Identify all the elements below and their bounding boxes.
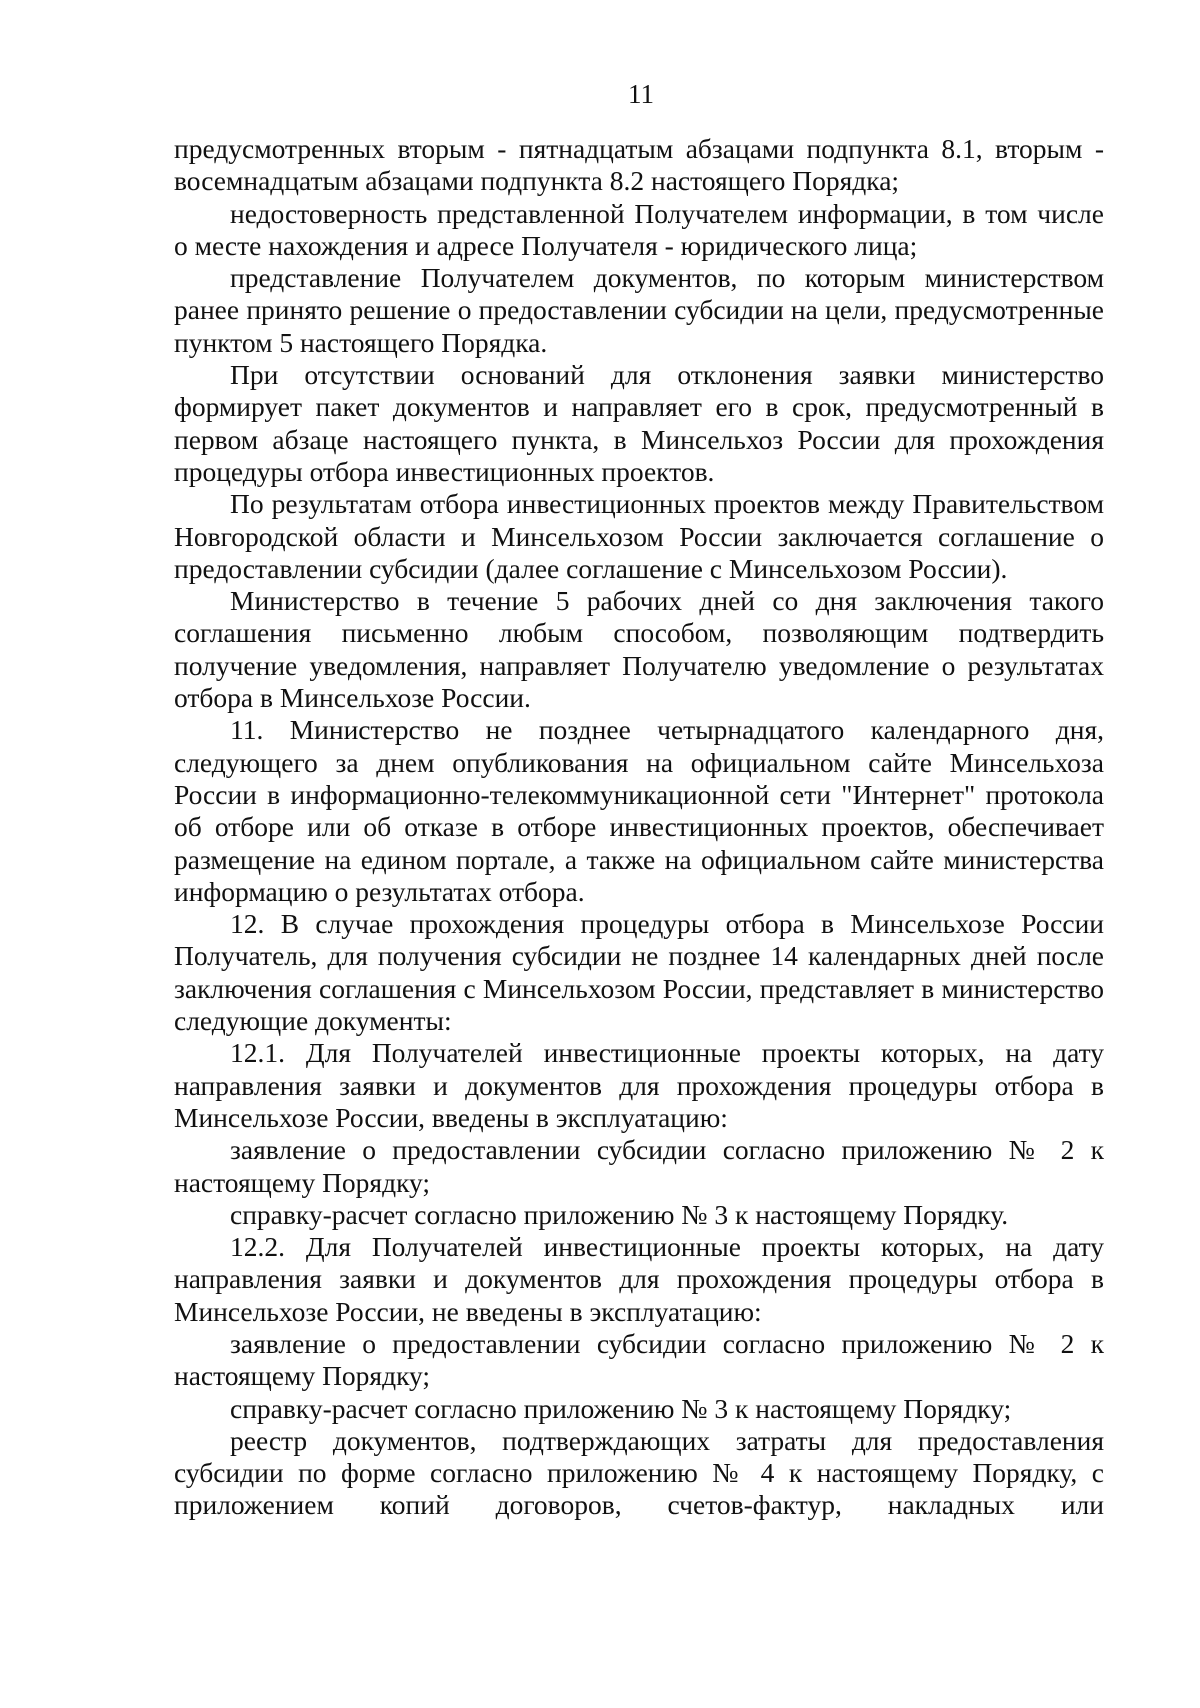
paragraph-application-2: заявление о предоставлении субсидии согласно приложению № 2 к настоящему Порядку; <box>174 1327 1104 1392</box>
paragraph-item-12-1: 12.1. Для Получателей инвестиционные проекты которых, на дату направления заявки и документов для прохождения процедуры отбора в Минсельхозе России, введены в эксплуатацию: <box>174 1037 1104 1133</box>
paragraph-item-12: 12. В случае прохождения процедуры отбора в Минсельхозе России Получатель, для получения субсидии не позднее 14 календарных дней после заключения соглашения с Минсельхозом России, представляет в министерство следующие документы: <box>174 908 1104 1037</box>
paragraph-calculation-2: справку-расчет согласно приложению № 3 к настоящему Порядку; <box>230 1392 1012 1424</box>
paragraph-item-12-2: 12.2. Для Получателей инвестиционные проекты которых, на дату направления заявки и документов для прохождения процедуры отбора в Минсельхозе России, не введены в эксплуатацию: <box>174 1231 1104 1327</box>
paragraph-continuation: предусмотренных вторым - пятнадцатым абзацами подпункта 8.1, вторым - восемнадцатым абзацами подпункта 8.2 настоящего Порядка; <box>174 133 1104 197</box>
paragraph-no-grounds: При отсутствии оснований для отклонения заявки министерство формирует пакет документов и направляет его в срок, предусмотренный в первом абзаце настоящего пункта, в Минсельхоз России для прохождения процедуры отбора инвестиционных проектов. <box>174 359 1104 487</box>
paragraph-item-11: 11. Министерство не позднее четырнадцатого календарного дня, следующего за днем опубликования на официальном сайте Минсельхоза России в информационно-телекоммуникационной сети "Интернет" протокола об отборе или об отказе в отборе инвестиционных проектов, обеспечивает размещение на едином портале, а также на официальном сайте министерства информацию о результатах отбора. <box>174 714 1104 907</box>
paragraph-calculation-1: справку-расчет согласно приложению № 3 к настоящему Порядку. <box>230 1198 1009 1230</box>
paragraph-application-1: заявление о предоставлении субсидии согласно приложению № 2 к настоящему Порядку; <box>174 1134 1104 1198</box>
paragraph-notification: Министерство в течение 5 рабочих дней со дня заключения такого соглашения письменно любым способом, позволяющим подтвердить получение уведомления, направляет Получателю уведомление о результатах отбора в Минсельхозе России. <box>174 585 1104 714</box>
paragraph-prior-decision: представление Получателем документов, по которым министерством ранее принято решение о предоставлении субсидии на цели, предусмотренные пунктом 5 настоящего Порядка. <box>174 262 1104 358</box>
paragraph-inaccuracy: недостоверность представленной Получателем информации, в том числе о месте нахождения и адресе Получателя - юридического лица; <box>174 197 1104 261</box>
paragraph-selection-results: По результатам отбора инвестиционных проектов между Правительством Новгородской области и Минсельхозом России заключается соглашение о предоставлении субсидии (далее соглашение с Минсельхозом России). <box>174 488 1104 584</box>
document-body <box>174 133 1104 1522</box>
page-number: 11 <box>628 79 654 109</box>
paragraph-cost-register: реестр документов, подтверждающих затраты для предоставления субсидии по форме согласно приложению № 4 к настоящему Порядку, с приложением копий договоров, счетов-фактур, накладных или <box>174 1424 1104 1521</box>
